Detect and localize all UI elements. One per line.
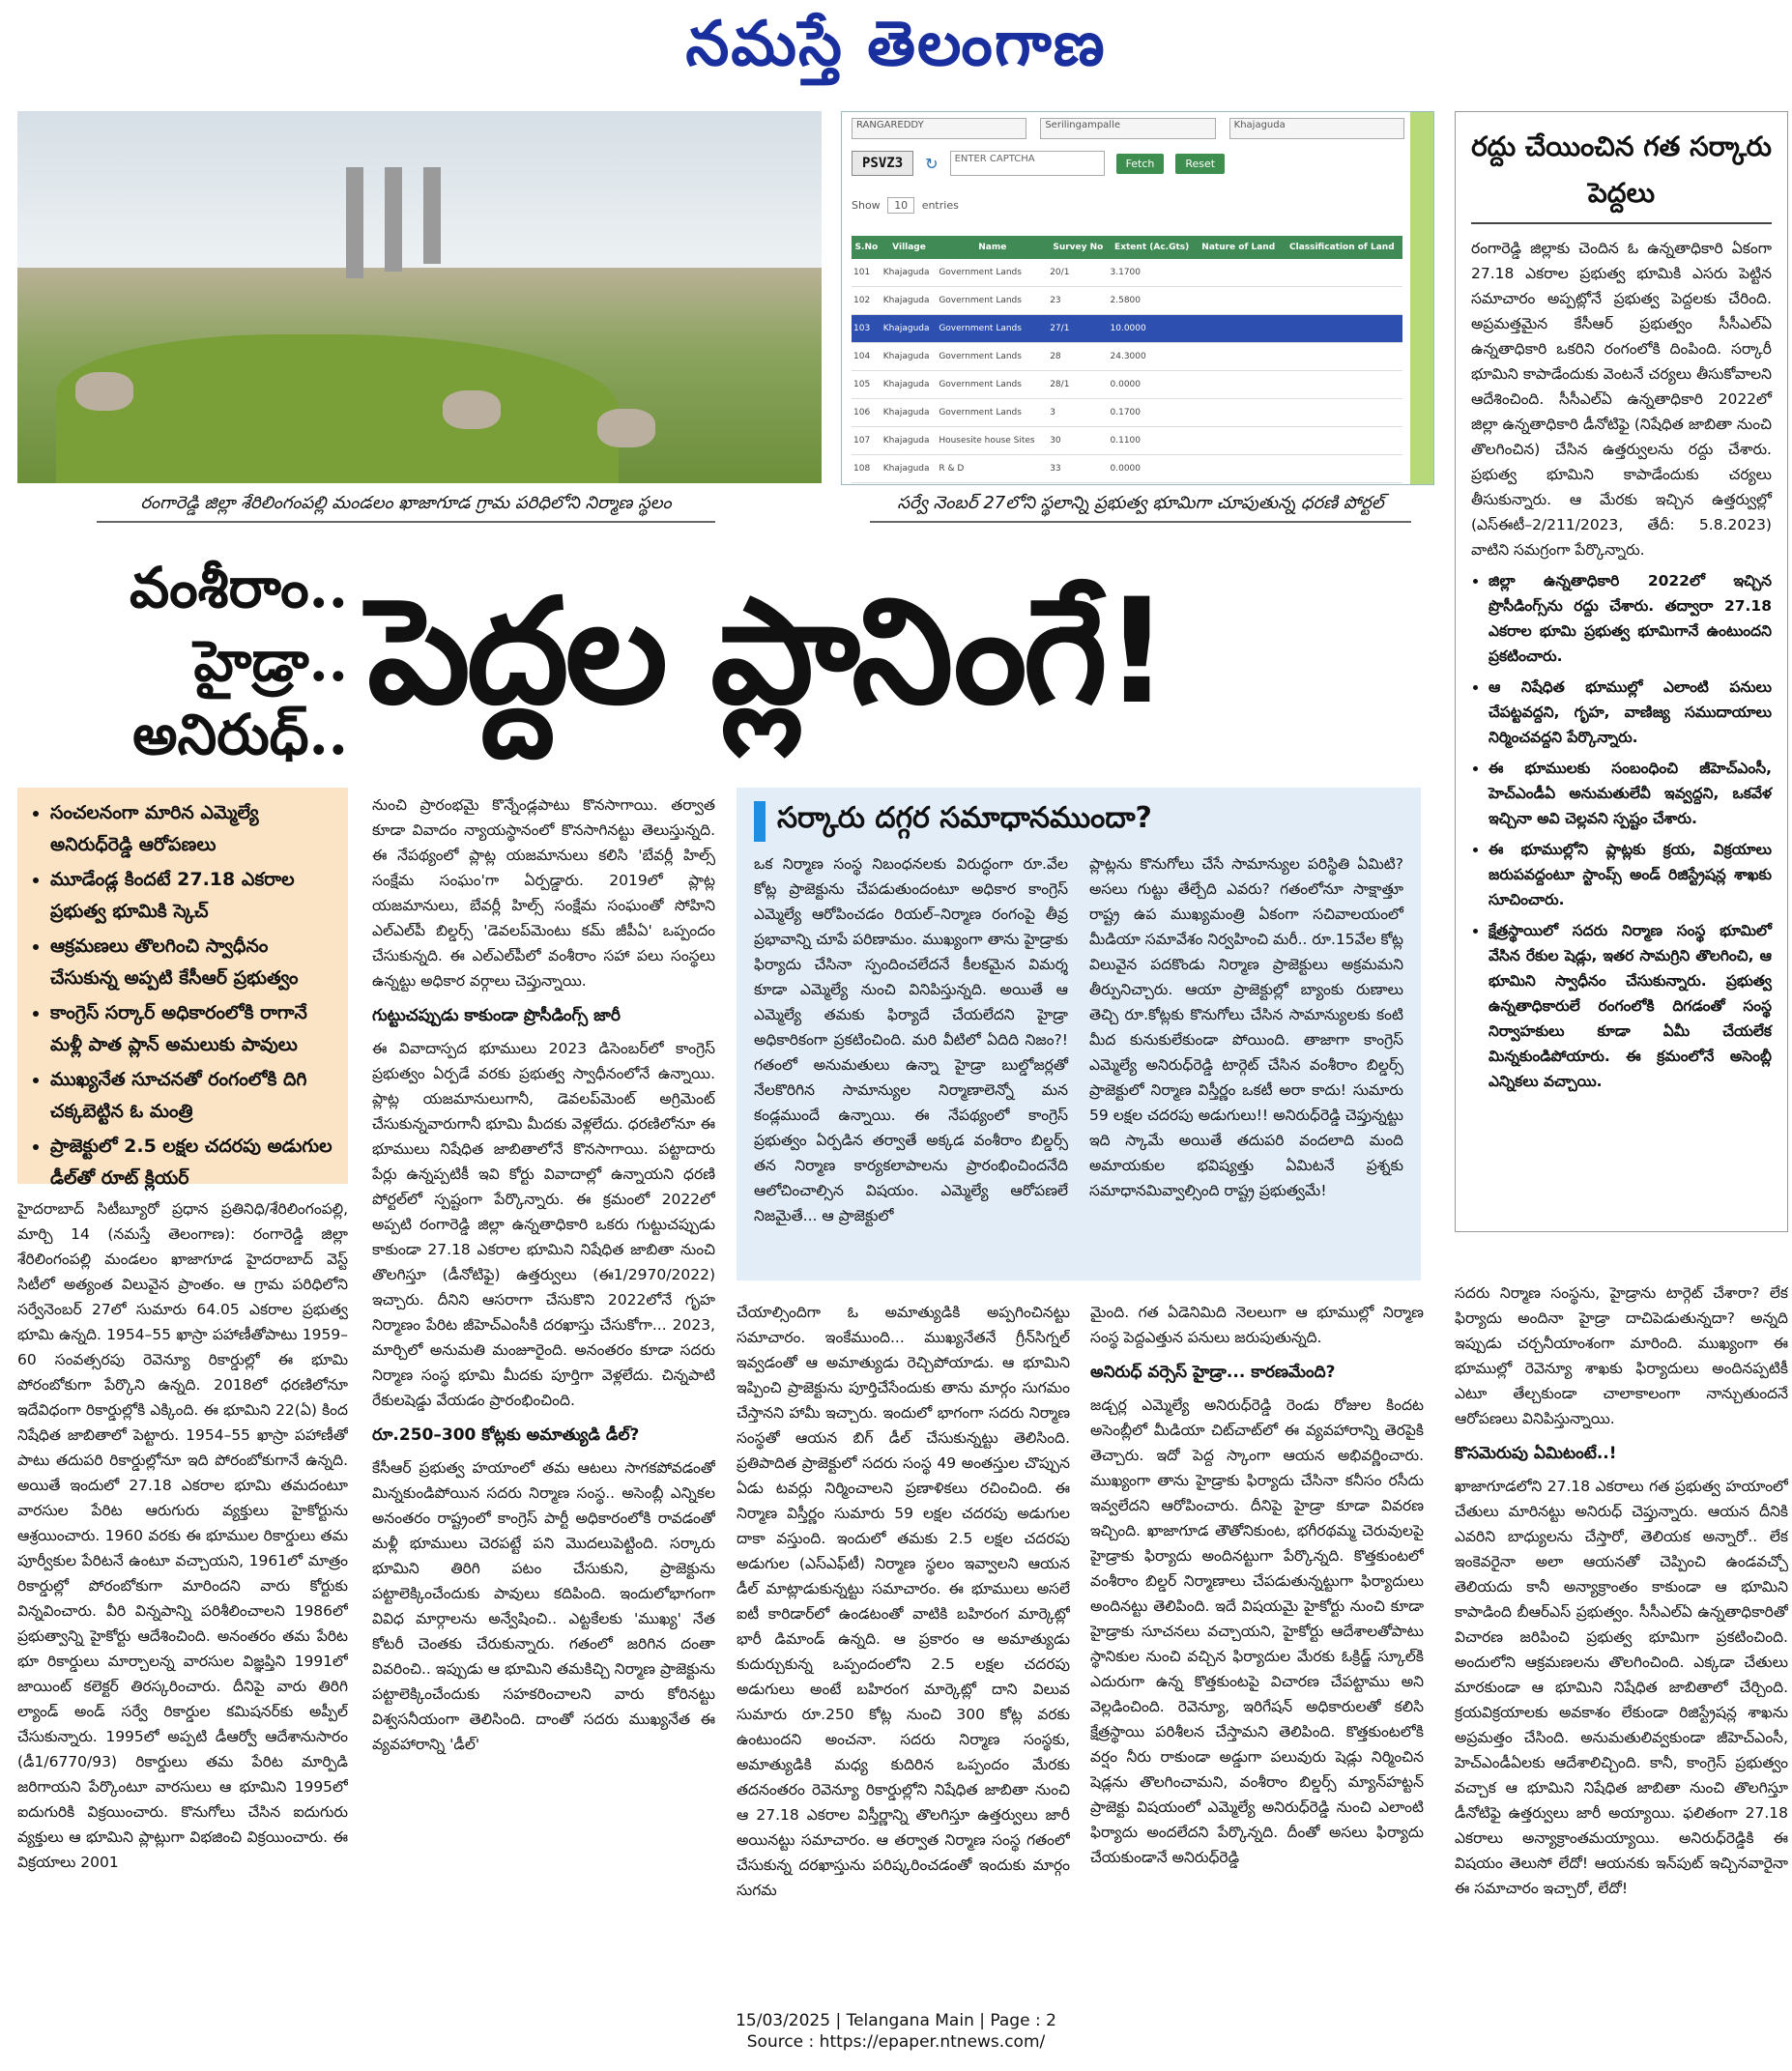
fetch-button: Fetch	[1116, 154, 1165, 174]
table-row	[852, 287, 1402, 315]
sidebar-bullet: • ఈ భూములకు సంబంధించి జీహెచ్ఎంసీ, హెచ్ఎండీఏ అనుమతులేవీ ఇవ్వద్దని, ఒకవేళ ఇచ్చినా అవి చెల్లవని స్పష్టం చేశారు.	[1489, 756, 1772, 831]
table-cell: 2.5800	[1109, 287, 1196, 315]
table-cell: 10.0000	[1109, 315, 1196, 343]
table-row	[852, 259, 1402, 287]
table-cell: 101	[852, 259, 882, 287]
table-cell: 27/1	[1048, 315, 1108, 343]
table-header: Survey No	[1048, 236, 1108, 259]
table-row	[852, 315, 1402, 343]
table-cell: 0.1700	[1109, 399, 1196, 427]
dharani-portal-screenshot	[841, 111, 1434, 485]
table-cell: 106	[852, 399, 882, 427]
table-cell: 0.0000	[1109, 455, 1196, 483]
table-cell: Khajaguda	[882, 371, 938, 399]
village-filter: Khajaguda	[1229, 118, 1404, 139]
subheading: గుట్టుచప్పుడు కాకుండా ప్రొసీడింగ్స్ జారీ	[372, 1006, 621, 1025]
table-cell: 107	[852, 427, 882, 455]
sidebar-story: రద్దు చేయించిన గత సర్కారు పెద్దలు రంగారెడ్డి జిల్లాకు చెందిన ఓ ఉన్నతాధికారి ఏకంగా 27.18 ఎకరాల ప్రభుత్వ భూమికి ఎసరు పెట్టిన సమాచారం అప్పట్లోనే ప్రభుత్వ పెద్దలకు చేరింది. అప్రమత్తమైన కేసీఆర్ ప్రభుత్వం సీసీఎల్ఏ ఉన్నతాధికారి ఒకరిని రంగంలోకి దింపింది. సర్కారీ భూమిని కాపాడేందుకు వెంటనే చర్యలు తీసుకోవాలని ఆదేశించింది. సీసీఎల్ఏ ఉన్నతాధికారి 2022లో జిల్లా ఉన్నతాధికారి డీనోటిఫై (నిషేధిత జాబితా నుంచి తొలగించిన) చేసిన ఉత్తర్వులను రద్దు చేశారు. ప్రభుత్వ భూమిని కాపాడేందుకు చర్యలు తీసుకున్నారు. ఆ మేరకు ఇచ్చిన ఉత్తర్వుల్లో (ఎస్‌ఈటీ–2/211/2023, తేదీ: 5.8.2023) వాటిని సమగ్రంగా పేర్కొన్నారు. • జిల్లా ఉన్నతాధికారి 2022లో ఇచ్చిన ప్రొసీడింగ్స్‌ను రద్దు చేశారు. తద్వారా 27.18 ఎకరాల భూమి ప్రభుత్వ భూమిగానే ఉంటుందని ప్రకటించారు. • ఆ నిషేధిత భూముల్లో ఎలాంటి పనులు చేపట్టవద్దని, గృహ, వాణిజ్య సముదాయాలు నిర్మించవద్దని పేర్కొన్నారు. • ఈ భూములకు సంబంధించి జీహెచ్ఎంసీ, హెచ్ఎండీఏ అనుమతులేవీ ఇవ్వద్దని, ఒకవేళ ఇచ్చినా అవి చెల్లవని స్పష్టం చేశారు. • ఈ భూముల్లోని ప్లాట్లకు క్రయ, విక్రయాలు జరుపవద్దంటూ స్టాంప్స్ అండ్ రిజిస్ట్రేషన్ల శాఖకు సూచించారు. • క్షేత్రస్థాయిలో సదరు నిర్మాణ సంస్థ భూమిలో వేసిన రేకుల షెడ్లు, ఇతర సామగ్రిని తొలగించి, ఆ భూమిని స్వాధీనం చేసుకున్నారు. ప్రభుత్వ ఉన్నతాధికారులే రంగంలోకి దిగడంతో సంస్థ నిర్వాహకులు కూడా ఏమీ చేయలేక మిన్నకుండిపోయారు. ఈ క్రమంలోనే అసెంబ్లీ ఎన్నికలు వచ్చాయి.	[1455, 111, 1788, 1232]
table-cell: 102	[852, 287, 882, 315]
reset-button: Reset	[1175, 154, 1225, 174]
table-cell: R & D	[937, 455, 1048, 483]
table-cell: 33	[1048, 455, 1108, 483]
district-filter: RANGAREDDY	[852, 118, 1026, 139]
table-cell	[1282, 371, 1402, 399]
table-cell	[1282, 427, 1402, 455]
table-cell: Khajaguda	[882, 259, 938, 287]
subheading: అనిరుధ్ వర్సెస్ హైడ్రా... కారణమేంది?	[1090, 1363, 1336, 1382]
table-cell: Housesite house Sites	[937, 427, 1048, 455]
table-cell: Khajaguda	[882, 455, 938, 483]
table-cell	[1282, 315, 1402, 343]
source-line: Source : https://epaper.ntnews.com/	[746, 2032, 1046, 2052]
table-cell: 3	[1048, 399, 1108, 427]
table-cell: Khajaguda	[882, 287, 938, 315]
box-title: సర్కారు దగ్గర సమాధానముందా?	[754, 801, 1403, 842]
table-cell: 103	[852, 315, 882, 343]
table-cell: Government Lands	[937, 343, 1048, 371]
table-row	[852, 399, 1402, 427]
table-cell: Government Lands	[937, 259, 1048, 287]
table-cell	[1196, 315, 1282, 343]
table-header: Name	[937, 236, 1048, 259]
highlight-item: • సంచలనంగా మారిన ఎమ్మెల్యే అనిరుధ్‌రెడ్డి ఆరోపణలు	[50, 797, 334, 861]
sidebar-title: రద్దు చేయించిన గత సర్కారు పెద్దలు	[1471, 124, 1772, 224]
table-cell	[1196, 287, 1282, 315]
table-cell: Khajaguda	[882, 343, 938, 371]
table-cell	[1282, 343, 1402, 371]
table-cell	[1196, 371, 1282, 399]
refresh-icon: ↻	[925, 154, 939, 173]
table-cell: 28	[1048, 343, 1108, 371]
table-cell: 0.0000	[1109, 371, 1196, 399]
table-cell: Khajaguda	[882, 427, 938, 455]
page-footer	[0, 2010, 1792, 2053]
table-cell: 108	[852, 455, 882, 483]
construction-site-photo	[17, 111, 822, 483]
sidebar-bullet: • జిల్లా ఉన్నతాధికారి 2022లో ఇచ్చిన ప్రొసీడింగ్స్‌ను రద్దు చేశారు. తద్వారా 27.18 ఎకరాల భూమి ప్రభుత్వ భూమిగానే ఉంటుందని ప్రకటించారు.	[1489, 568, 1772, 669]
table-cell: 0.1100	[1109, 427, 1196, 455]
table-cell: Government Lands	[937, 287, 1048, 315]
table-header: S.No	[852, 236, 882, 259]
table-cell	[1196, 455, 1282, 483]
table-header: Village	[882, 236, 938, 259]
table-cell: 20/1	[1048, 259, 1108, 287]
article-column-3: చేయాల్సిందిగా ఓ అమాత్యుడికి అప్పగించినట్టు సమాచారం. ఇంకేముంది... ముఖ్యనేతనే గ్రీన్‌సిగ్నల్ ఇవ్వడంతో ఆ అమాత్యుడు రెచ్చిపోయాడు. ఆ భూమిని ఇప్పించి ప్రాజెక్టును పూర్తిచేసేందుకు తాను మార్గం సుగమం చేస్తానని హామీ ఇచ్చారు. ఇందులో భాగంగా సదరు నిర్మాణ సంస్థతో ఆయన బిగ్ డీల్ చేసుకున్నట్టు తెలిసింది. ప్రతిపాదిత ప్రాజెక్టులో సదరు సంస్థ 49 అంతస్తుల చొప్పున ఏడు టవర్లు నిర్మించాలని ప్రణాళికలు రచించింది. ఈ నిర్మాణ విస్తీర్ణం సుమారు 59 లక్షల చదరపు అడుగుల దాకా వస్తుంది. ఇందులో తమకు 2.5 లక్షల చదరపు అడుగుల (ఎస్ఎఫ్‌టీ) నిర్మాణ స్థలం ఇవ్వాలని ఆయన డీల్ మాట్లాడుకున్నట్టు సమాచారం. ఈ భూములు అసలే ఐటీ కారిడార్‌లో ఉండటంతో వాటికి బహిరంగ మార్కెట్లో భారీ డిమాండ్ ఉన్నది. ఆ ప్రకారం ఆ అమాత్యుడు కుదుర్చుకున్న ఒప్పందంలోని 2.5 లక్షల చదరపు అడుగులు అంటే బహిరంగ మార్కెట్లో దాని విలువ సుమారు రూ.250 కోట్ల నుంచి 300 కోట్ల వరకు ఉంటుందని అంచనా. సదరు నిర్మాణ సంస్థకు, అమాత్యుడికి మధ్య కుదిరిన ఒప్పందం మేరకు తదనంతరం రెవెన్యూ రికార్డుల్లోని నిషేధిత జాబితా నుంచి ఆ 27.18 ఎకరాల విస్తీర్ణాన్ని తొలగిస్తూ ఉత్తర్వులు జారీ అయినట్టు సమాచారం. ఆ తర్వాత నిర్మాణ సంస్థ గతంలో చేసుకున్న దరఖాస్తును పరిష్కరించడంతో ఇందుకు మార్గం సుగమ	[737, 1304, 1070, 1899]
highlight-item: • ఆక్రమణలు తొలగించి స్వాధీనం చేసుకున్న అప్పటి కేసీఆర్ ప్రభుత్వం	[50, 931, 334, 994]
table-row	[852, 371, 1402, 399]
table-cell: Khajaguda	[882, 315, 938, 343]
table-cell: Government Lands	[937, 371, 1048, 399]
table-cell	[1282, 287, 1402, 315]
table-cell: 30	[1048, 427, 1108, 455]
captcha-input: ENTER CAPTCHA	[950, 151, 1105, 176]
table-row	[852, 455, 1402, 483]
table-cell	[1196, 399, 1282, 427]
table-cell	[1196, 259, 1282, 287]
table-cell: 24.3000	[1109, 343, 1196, 371]
highlight-item: • ప్రాజెక్టులో 2.5 లక్షల చదరపు అడుగుల డీల్‌తో రూట్ క్లియర్	[50, 1131, 334, 1194]
table-header: Extent (Ac.Gts)	[1109, 236, 1196, 259]
highlight-item: • మూడేండ్ల కిందటే 27.18 ఎకరాల ప్రభుత్వ భూమికి స్కెచ్	[50, 864, 334, 928]
article-column-2: నుంచి ప్రారంభమై కొన్నేండ్లపాటు కొనసాగాయి. తర్వాత కూడా వివాదం న్యాయస్థానంలో కొనసాగినట్టు తెలుస్తున్నది. ఈ నేపథ్యంలో ప్లాట్ల యజమానులు కలిసి 'బేవర్లీ హిల్స్ సంక్షేమ సంఘం'గా ఏర్పడ్డారు. 2019లో ప్లాట్ల యజమానులు, బేవర్లీ హిల్స్ సంక్షేమ సంఘంతో సోహిని ఎల్ఎల్‌పీ బిల్డర్స్ 'డెవలప్‌మెంటు కమ్ జీపీఏ' ఒప్పందం చేసుకున్నది. ఈ ఎల్ఎల్‌పీలో వంశీరాం సహా పలు సంస్థలు ఉన్నట్టు అధికార వర్గాలు చెప్తున్నాయి. గుట్టుచప్పుడు కాకుండా ప్రొసీడింగ్స్ జారీ ఈ వివాదాస్పద భూములు 2023 డిసెంబర్‌లో కాంగ్రెస్ ప్రభుత్వం ఏర్పడే వరకు ప్రభుత్వ స్వాధీనంలోనే ఉన్నాయి. ప్లాట్ల యజమానులుగానీ, డెవలప్‌మెంట్ అగ్రిమెంట్ చేసుకున్నవారుగానీ భూమి మీదకు వెళ్లలేదు. ధరణిలోనూ ఈ భూములు నిషేధిత జాబితాలోనే కొనసాగాయి. పట్టాదారు పేర్లు ఉన్నప్పటికీ ఇవి కోర్టు వివాదాల్లో ఉన్నాయని ధరణి పోర్టల్‌లో స్పష్టంగా పేర్కొన్నారు. ఈ క్రమంలో 2022లో అప్పటి రంగారెడ్డి జిల్లా ఉన్నతాధికారి ఒకరు గుట్టుచప్పుడు కాకుండా 27.18 ఎకరాల భూమిని నిషేధిత జాబితా నుంచి తొలగిస్తూ (డీనోటిఫై) ఉత్తర్వులు (ఈ1/2970/2022) ఇచ్చారు. దీనిని ఆసరాగా చేసుకొని 2022లోనే గృహ నిర్మాణం పేరిట జీహెచ్ఎంసీకి దరఖాస్తు చేసుకోగా... 2023, మార్చిలో అనుమతి మంజూరైంది. అనంతరం కూడా సదరు నిర్మాణ సంస్థ భూమి మీదకు పూర్తిగా వెళ్లలేదు. చిన్నపాటి రేకులషెడ్డు వేయడం ప్రారంభించింది. రూ.250–300 కోట్లకు అమాత్యుడి డీల్? కేసీఆర్ ప్రభుత్వ హయాంలో తమ ఆటలు సాగకపోవడంతో మిన్నకుండిపోయిన సదరు నిర్మాణ సంస్థ.. అసెంబ్లీ ఎన్నికల అనంతరం రాష్ట్రంలో కాంగ్రెస్ పార్టీ అధికారంలోకి రావడంతో మళ్లీ భూములు చెరపట్టే పని మొదలుపెట్టింది. సర్కారు భూమిని తిరిగి పటం చేసుకుని, ప్రాజెక్టును పట్టాలెక్కించేందుకు పావులు కదిపింది. ఇందులోభాగంగా వివిధ మార్గాలను అన్వేషించి.. ఎట్టకేలకు 'ముఖ్య' నేత కోటరీ చెంతకు చేరుకున్నారు. గతంలో జరిగిన దంతా వివరించి.. ఇప్పుడు ఆ భూమిని తమకిచ్చి నిర్మాణ ప్రాజెక్టును పట్టాలెక్కించేందుకు సహకరించాలని వారు కోరినట్టు విశ్వసనీయంగా తెలిసింది. దాంతో సదరు ముఖ్యనేత ఈ వ్యవహారాన్ని 'డీల్'	[372, 796, 715, 1753]
table-cell: 3.1700	[1109, 259, 1196, 287]
sidebar-bullet: • క్షేత్రస్థాయిలో సదరు నిర్మాణ సంస్థ భూమిలో వేసిన రేకుల షెడ్లు, ఇతర సామగ్రిని తొలగించి, ఆ భూమిని స్వాధీనం చేసుకున్నారు. ప్రభుత్వ ఉన్నతాధికారులే రంగంలోకి దిగడంతో సంస్థ నిర్వాహకులు కూడా ఏమీ చేయలేక మిన్నకుండిపోయారు. ఈ క్రమంలోనే అసెంబ్లీ ఎన్నికలు వచ్చాయి.	[1489, 918, 1772, 1094]
portal-caption: సర్వే నెంబర్ 27లోని స్థలాన్ని ప్రభుత్వ భూమిగా చూపుతున్న ధరణి పోర్టల్	[870, 493, 1411, 523]
table-cell: 105	[852, 371, 882, 399]
highlight-item: • ముఖ్యనేత సూచనతో రంగంలోకి దిగి చక్కబెట్టిన ఓ మంత్రి	[50, 1064, 334, 1128]
edition-line: 15/03/2025 | Telangana Main | Page : 2	[736, 2011, 1056, 2030]
editorial-box: సర్కారు దగ్గర సమాధానముందా? ఒక నిర్మాణ సంస్థ నిబంధనలకు విరుద్ధంగా రూ.వేల కోట్ల ప్రాజెక్టును చేపడుతుందంటూ అధికార కాంగ్రెస్ ఎమ్మెల్యే ఆరోపించడం రియల్–నిర్మాణ రంగంపై తీవ్ర ప్రభావాన్ని చూపే పరిణామం. ముఖ్యంగా తాను హైడ్రాకు ఫిర్యాదు చేసినా స్పందించలేదనే కీలకమైన విమర్శ కూడా ఎమ్మెల్యే నుంచి వినిపిస్తున్నది. అయితే ఆ ఎమ్మెల్యే తమకు ఫిర్యాదే చేయలేదని హైడ్రా అధికారికంగా ప్రకటించింది. మరి వీటిలో ఏదిది నిజం?! గతంలో అనుమతులు ఉన్నా హైడ్రా బుల్డోజర్లతో నేలకొరిగిన సామాన్యుల నిర్మాణాలెన్నో మన కండ్లముందే ఉన్నాయి. ఈ నేపథ్యంలో కాంగ్రెస్ ప్రభుత్వం ఏర్పడిన తర్వాతే అక్కడ వంశీరాం బిల్డర్స్ తన నిర్మాణ కార్యకలాపాలను ప్రారంభించిందనేది ఆలోచించాల్సిన విషయం. ఎమ్మెల్యే ఆరోపణలే నిజమైతే... ఆ ప్రాజెక్టులో ప్లాట్లను కొనుగోలు చేసే సామాన్యుల పరిస్థితి ఏమిటి? అసలు గుట్టు తేల్చేది ఎవరు? గతంలోనూ సాక్షాత్తూ రాష్ట్ర ఉప ముఖ్యమంత్రి ఏకంగా సచివాలయంలో మీడియా సమావేశం నిర్వహించి మరీ.. రూ.15వేల కోట్ల విలువైన పదకొండు నిర్మాణ ప్రాజెక్టులు అక్రమమని తీర్పునిచ్చారు. ఆయా ప్రాజెక్టుల్లో బ్యాంకు రుణాలు తెచ్చి రూ.కోట్లకు కొనుగోలు చేసిన సామాన్యులకు కంటి మీద కునుకులేకుండా పోయింది. తాజాగా కాంగ్రెస్ ఎమ్మెల్యే అనిరుధ్‌రెడ్డి టార్గెట్ చేసిన వంశీరాం బిల్డర్స్ ప్రాజెక్టులో నిర్మాణ విస్తీర్ణం ఒకటీ అరా కాదు! సుమారు 59 లక్షల చదరపు అడుగులు!! అనిరుధ్‌రెడ్డి చెప్తున్నట్టు ఇది స్కామే అయితే తదుపరి వందలాది మంది అమాయకుల భవిష్యత్తు ఏమిటనే ప్రశ్నకు సమాధానమివ్వాల్సింది రాష్ట్ర ప్రభుత్వమే!	[737, 788, 1421, 1280]
table-row	[852, 427, 1402, 455]
photo-caption: రంగారెడ్డి జిల్లా శేరిలింగంపల్లి మండలం ఖాజాగూడ గ్రామ పరిధిలోని నిర్మాణ స్థలం	[97, 493, 715, 523]
side-headline: వంశీరాం.. హైడ్రా.. అనిరుధ్..	[129, 555, 348, 767]
table-cell: 28/1	[1048, 371, 1108, 399]
table-cell: Khajaguda	[882, 399, 938, 427]
subheading: కొసమెరుపు ఏమిటంటే..!	[1455, 1444, 1617, 1463]
table-cell	[1282, 259, 1402, 287]
table-cell	[1196, 427, 1282, 455]
table-cell: 23	[1048, 287, 1108, 315]
table-cell	[1282, 399, 1402, 427]
mandal-filter: Serilingampalle	[1040, 118, 1215, 139]
table-cell: Government Lands	[937, 399, 1048, 427]
sidebar-bullet: • ఈ భూముల్లోని ప్లాట్లకు క్రయ, విక్రయాలు జరుపవద్దంటూ స్టాంప్స్ అండ్ రిజిస్ట్రేషన్ల శాఖకు సూచించారు.	[1489, 837, 1772, 912]
article-column-5: సదరు నిర్మాణ సంస్థను, హైడ్రాను టార్గెట్ చేశారా? లేక ఫిర్యాదు అందినా హైడ్రా దాచిపెడుతున్నదా? అన్నది ఇప్పుడు చర్చనీయాంశంగా మారింది. ముఖ్యంగా ఈ భూముల్లో రెవెన్యూ శాఖకు ఫిర్యాదులు అందినప్పటికీ ఎటూ తేల్చకుండా చాలాకాలంగా నాన్చుతుందనే ఆరోపణలు వినిపిస్తున్నాయి. కొసమెరుపు ఏమిటంటే..! ఖాజాగూడలోని 27.18 ఎకరాలు గత ప్రభుత్వ హయాంలో చేతులు మారినట్టు అనిరుధ్ చెప్తున్నారు. ఆయన దీనికి ఎవరిని బాధ్యులను చేస్తారో, తెలియక అన్నారో.. లేక ఇంకెవరైనా అలా ఆయనతో చెప్పించి ఉండవచ్చో తెలియదు కానీ అన్యాక్రాంతం కాకుండా ఆ భూమిని కాపాడింది బీఆర్ఎస్ ప్రభుత్వం. సీసీఎల్ఏ ఉన్నతాధికారితో విచారణ జరిపించి ప్రభుత్వ భూమిగా ప్రకటించింది. అందులోని ఆక్రమణలను తొలగించింది. ఎక్కడా చేతులు మారకుండా ఆ భూమిని నిషేధిత జాబితాలో చేర్చింది. క్రయవిక్రయాలకు అవకాశం లేకుండా రిజిస్ట్రేషన్ల శాఖను అప్రమత్తం చేసింది. అనుమతులివ్వకుండా జీహెచ్ఎంసీ, హెచ్ఎండీఏలకు ఆదేశాలిచ్చింది. కానీ, కాంగ్రెస్ ప్రభుత్వం వచ్చాక ఆ భూమిని నిషేధిత జాబితా నుంచి తొలగిస్తూ డీనోటిఫై ఉత్తర్వులు జారీ అయ్యాయి. ఫలితంగా 27.18 ఎకరాలు అన్యాక్రాంతమయ్యాయి. అనిరుధ్‌రెడ్డికి ఈ విషయం తెలుసో లేదో! ఆయనకు ఇన్‌పుట్ ఇచ్చినవారైనా ఈ సమాచారం ఇచ్చారో, లేదో!	[1455, 1284, 1788, 1897]
sidebar-bullet: • ఆ నిషేధిత భూముల్లో ఎలాంటి పనులు చేపట్టవద్దని, గృహ, వాణిజ్య సముదాయాలు నిర్మించవద్దని పేర్కొన్నారు.	[1489, 675, 1772, 750]
table-header: Nature of Land	[1196, 236, 1282, 259]
article-column-4: మైంది. గత ఏడెనిమిది నెలలుగా ఆ భూముల్లో నిర్మాణ సంస్థ పెద్దఎత్తున పనులు జరుపుతున్నది. అనిరుధ్ వర్సెస్ హైడ్రా... కారణమేంది? జడ్చర్ల ఎమ్మెల్యే అనిరుధ్‌రెడ్డి రెండు రోజుల కిందట అసెంబ్లీలో మీడియా చిట్‌చాట్‌లో ఈ వ్యవహారాన్ని తెరపైకి తెచ్చారు. ఇదో పెద్ద స్కాంగా ఆయన అభివర్ణించారు. ముఖ్యంగా తాను హైడ్రాకు ఫిర్యాదు చేసినా కనీసం రసీదు ఇవ్వలేదని ఆరోపించారు. దీనిపై హైడ్రా కూడా వివరణ ఇచ్చింది. ఖాజాగూడ తౌతోనికుంట, భగీరథమ్మ చెరువులపై హైడ్రాకు ఫిర్యాదు అందినట్టుగా పేర్కొన్నది. కొత్తకుంటలో వంశీరాం బిల్డర్ నిర్మాణాలు చేపడుతున్నట్టుగా ఫిర్యాదులు అందినట్టు తెలిపింది. ఇదే విషయమై హైకోర్టు నుంచి కూడా హైడ్రాకు సూచనలు వచ్చాయని, హైకోర్టు ఆదేశాలతోపాటు స్థానికుల నుంచి వచ్చిన ఫిర్యాదుల మేరకు ఓక్రిడ్జ్ స్కూల్‌కి ఎదురుగా ఉన్న కొత్తకుంటపై విచారణ చేపట్టాము అని వెల్లడించింది. రెవెన్యూ, ఇరిగేషన్ అధికారులతో కలిసి క్షేత్రస్థాయి పరిశీలన చేస్తామని తెలిపింది. కొత్తకుంటలోకి వర్షం నీరు రాకుండా అడ్డుగా పలువురు షెడ్లు నిర్మించిన షెడ్లను తొలగించామని, వంశీరాం బిల్డర్స్ మ్యాన్‌హట్టన్ ప్రాజెక్టు విషయంలో ఎమ్మెల్యే అనిరుధ్‌రెడ్డి నుంచి ఎలాంటి ఫిర్యాదు అందలేదని పేర్కొన్నది. దీంతో అసలు ఫిర్యాదు చేయకుండానే అనిరుధ్‌రెడ్డి	[1090, 1304, 1424, 1866]
captcha-code: PSVZ3	[852, 151, 913, 176]
table-cell	[1196, 343, 1282, 371]
table-row	[852, 343, 1402, 371]
show-entries: Show 10 entries	[852, 199, 959, 212]
article-column-1: హైదరాబాద్ సిటీబ్యూరో ప్రధాన ప్రతినిధి/శేరిలింగంపల్లి, మార్చి 14 (నమస్తే తెలంగాణ): రంగారెడ్డి జిల్లా శేరిలింగంపల్లి మండలం ఖాజాగూడ హైదరాబాద్ వెస్ట్ సిటీలో అత్యంత విలువైన ప్రాంతం. ఆ గ్రామ పరిధిలోని సర్వేనెంబర్ 27లో సుమారు 64.05 ఎకరాల ప్రభుత్వ భూమి ఉన్నది. 1954–55 ఖాస్రా పహాణీతోపాటు 1959–60 సంవత్సరపు రెవెన్యూ రికార్డుల్లో ఈ భూమి పోరంబోకుగా పేర్కొని ఉన్నది. 2018లో ధరణిలోనూ ఇదేవిధంగా రికార్డుల్లోకి ఎక్కింది. ఈ భూమిని 22(ఏ) కింద నిషేధిత జాబితాలో పెట్టారు. 1954–55 ఖాస్రా పహాణీతో పాటు తదుపరి రికార్డుల్లోనూ ఇది పోరంబోకుగానే ఉన్నది. అయితే ఇందులో 27.18 ఎకరాల భూమి తమదంటూ వారసుల పేరిట ఆరుగురు వ్యక్తులు హైకోర్టును ఆశ్రయించారు. 1960 వరకు ఈ భూముల రికార్డులు తమ పూర్వీకుల పేరిటనే ఉంటూ వచ్చాయని, 1961లో మాత్రం రికార్డుల్లో పోరంబోకుగా మారిందని వారు కోర్టుకు విన్నవించారు. వీరి విన్నపాన్ని పరిశీలించాలని 1986లో ప్రభుత్వాన్ని హైకోర్టు ఆదేశించింది. అనంతరం తమ పేరిట భూ రికార్డులు మార్చాలన్న వారసుల విజ్ఞప్తిని 1991లో జాయింట్ కలెక్టర్ తిరస్కరించారు. దీనిపై వారు తిరిగి ల్యాండ్ అండ్ సర్వే రికార్డుల కమిషనర్‌కు అప్పీల్ చేసుకున్నారు. 1995లో అప్పటి డీఆర్వో ఆదేశానుసారం (డీ1/6770/93) రికార్డులు తమ పేరిట మార్పిడి జరిగాయని పేర్కొంటూ వారసులు ఆ భూమిని 1995లో ఐదుగురికి విక్రయించారు. కొనుగోలు చేసిన ఐదుగురు వ్యక్తులు ఆ భూమిని ప్లాట్లుగా విభజించి విక్రయించారు. ఈ విక్రయాలు 2001	[17, 1200, 348, 1871]
masthead	[0, 0, 1792, 106]
table-header: Classification of Land	[1282, 236, 1402, 259]
land-records-table	[852, 236, 1402, 483]
main-headline: పెద్దల ప్లానింగే!	[367, 568, 1167, 736]
table-cell: 104	[852, 343, 882, 371]
table-cell	[1282, 455, 1402, 483]
highlights-box	[17, 788, 348, 1189]
newspaper-title: నమస్తే తెలంగాణ	[685, 8, 1107, 80]
highlight-item: • కాంగ్రెస్ సర్కార్ అధికారంలోకి రాగానే మళ్లీ పాత ప్లాన్ అమలుకు పావులు	[50, 997, 334, 1061]
table-cell: Government Lands	[937, 315, 1048, 343]
subheading: రూ.250–300 కోట్లకు అమాత్యుడి డీల్?	[372, 1425, 640, 1445]
